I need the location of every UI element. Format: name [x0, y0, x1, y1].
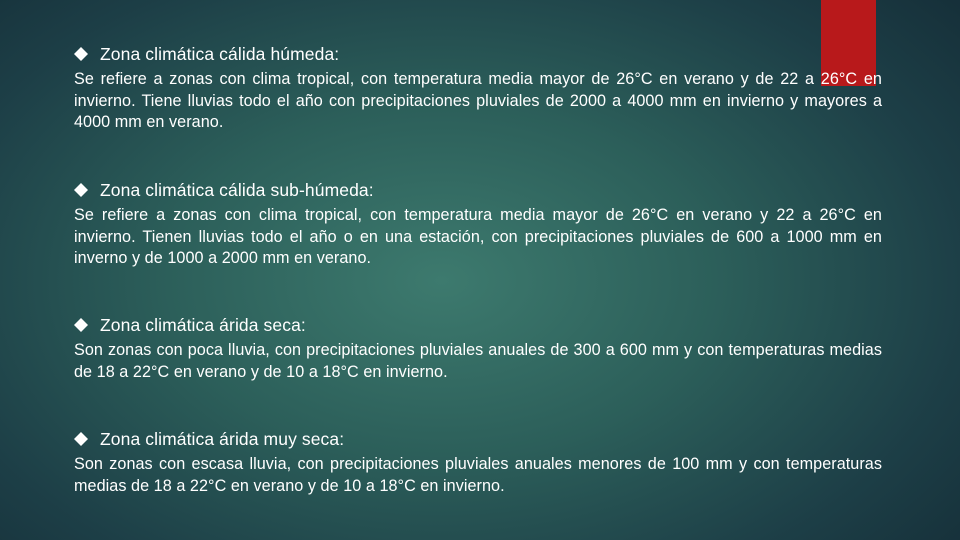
diamond-bullet-icon [74, 428, 100, 450]
diamond-bullet-icon [74, 179, 100, 201]
section-heading [74, 314, 882, 336]
section-body: Se refiere a zonas con clima tropical, con temperatura media mayor de 26°C en verano y 22 a 26°C en invierno. Tienen lluvias todo el año o en una estación, con precipitaciones pluviales de 600 a 1000 mm en inverno y de 1000 a 2000 mm en verano. [74, 206, 882, 267]
section-arida-muy-seca [74, 428, 882, 497]
section-heading-text: Zona climática árida seca: [100, 314, 306, 335]
section-heading-text: Zona climática cálida húmeda: [100, 43, 340, 64]
section-heading [74, 43, 882, 65]
diamond-bullet-icon [74, 43, 100, 65]
section-body: Se refiere a zonas con clima tropical, con temperatura media mayor de 26°C en verano y de 22 a 26°C en invierno. Tiene lluvias todo el año con precipitaciones pluviales de 2000 a 4000 mm en invierno y mayores a 4000 mm en verano. [74, 70, 882, 131]
section-calida-humeda [74, 43, 882, 134]
section-heading [74, 428, 882, 450]
section-heading-text: Zona climática árida muy seca: [100, 428, 345, 449]
diamond-bullet-icon [74, 314, 100, 336]
section-arida-seca [74, 314, 882, 383]
section-body: Son zonas con escasa lluvia, con precipitaciones pluviales anuales menores de 100 mm y con temperaturas medias de 18 a 22°C en verano y de 10 a 18°C en invierno. [74, 455, 882, 495]
section-calida-sub-humeda [74, 179, 882, 270]
section-heading-text: Zona climática cálida sub-húmeda: [100, 179, 374, 200]
section-heading [74, 179, 882, 201]
section-body: Son zonas con poca lluvia, con precipitaciones pluviales anuales de 300 a 600 mm y con temperaturas medias de 18 a 22°C en verano y de 10 a 18°C en invierno. [74, 341, 882, 381]
